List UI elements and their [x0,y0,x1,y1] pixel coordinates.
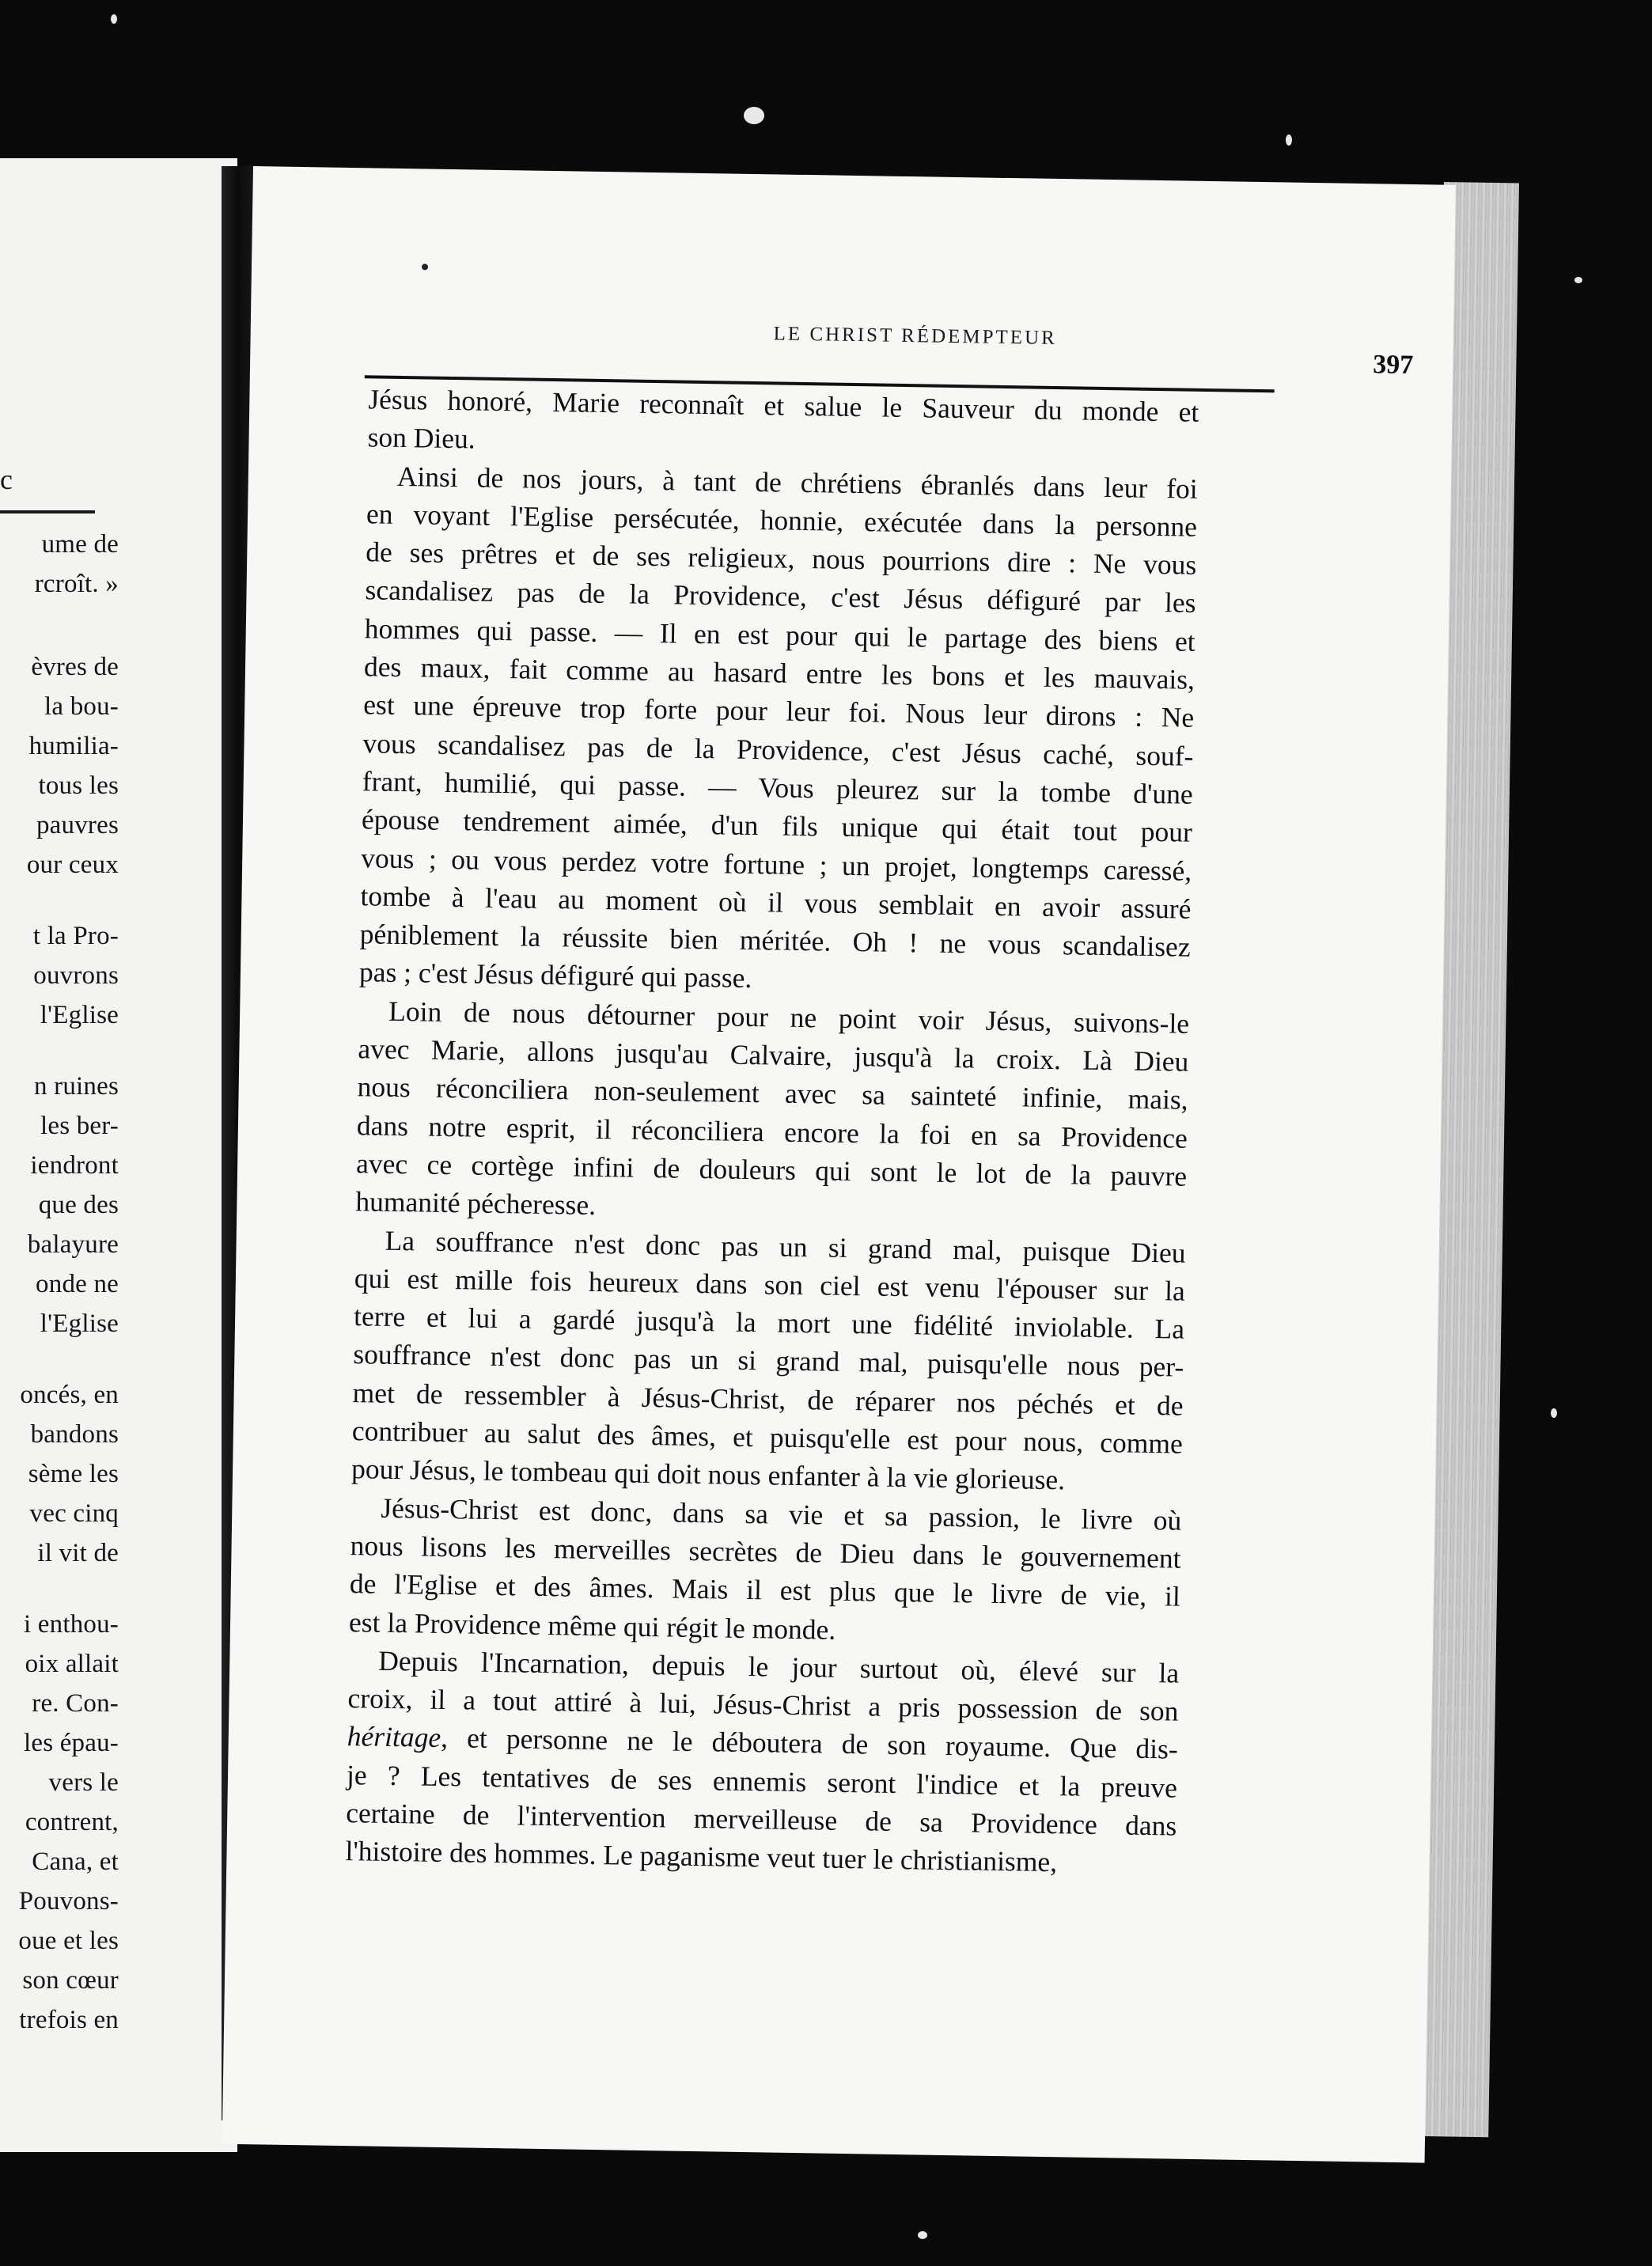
left-page-line: la bou- [44,692,119,721]
right-page [222,166,1456,2163]
text-line: vous scandalisez pas de la Providence, c'est Jésus caché, souf- [362,726,1194,772]
dust-speck [744,107,764,124]
running-head: LE CHRIST RÉDEMPTEUR [773,323,1057,349]
text-line: dans notre esprit, il réconciliera encore la foi en sa Providence [356,1108,1188,1154]
text-line: je ? Les tentatives de ses ennemis seront l'indice et la preuve [346,1758,1178,1804]
dust-speck [1551,1408,1557,1418]
paragraph [355,991,1189,1233]
ink-dot [422,263,428,270]
dust-speck [1286,135,1292,146]
left-page-rule [0,510,95,513]
left-page-line: contrent, [25,1808,119,1836]
text-line: héritage, et personne ne le déboutera de son royaume. Que dis- [347,1720,1179,1765]
paragraph [359,457,1198,1005]
text-line: terre et lui a gardé jusqu'à la mort une fidélité inviolable. La [353,1300,1185,1345]
paragraph [367,380,1199,469]
left-page-line: balayure [27,1230,119,1259]
page-number: 397 [1372,350,1414,381]
text-line: en voyant l'Eglise persécutée, honnie, exécutée dans la personne [366,498,1198,543]
left-page-line: vec cinq [29,1499,119,1528]
left-page-line: l'Eglise [40,1001,119,1029]
text-line: vous ; ou vous perdez votre fortune ; un projet, longtemps caressé, [360,841,1192,887]
text-line: nous réconciliera non-seulement avec sa sainteté infinie, mais, [357,1070,1188,1116]
paragraph [349,1488,1182,1654]
left-page-line: oix allait [25,1650,119,1678]
text-line: pour Jésus, le tombeau qui doit nous enfanter à la vie glorieuse. [350,1453,1066,1496]
text-line: avec ce cortège infini de douleurs qui sont le lot de la pauvre [355,1147,1188,1192]
text-line: La souffrance n'est donc pas un si grand mal, puisque Dieu [385,1224,1186,1269]
text-line: scandalisez pas de la Providence, c'est Jésus défiguré par les [365,574,1196,620]
text-line: hommes qui passe. — Il en est pour qui le partage des biens et [364,612,1196,657]
dust-speck [111,14,117,24]
text-line: souffrance n'est donc pas un si grand mal, puisqu'elle nous per- [353,1338,1184,1384]
left-page-line: vers le [48,1768,119,1797]
text-line: épouse tendrement aimée, d'un fils unique qui était tout pour [361,803,1193,849]
left-page-line: Pouvons- [18,1887,119,1915]
left-page-line: bandons [30,1420,119,1449]
paragraph [345,1641,1179,1883]
text-line: Depuis l'Incarnation, depuis le jour surtout où, élevé sur la [378,1644,1180,1689]
left-page-marker: c [0,464,13,495]
dust-speck [918,2231,927,2239]
left-page-line: iendront [30,1151,119,1180]
text-line: croix, il a tout attiré à lui, Jésus-Christ a pris possession de son [347,1682,1179,1727]
left-page-line: pauvres [36,811,119,839]
text-line: est une épreuve trop forte pour leur foi. Nous leur dirons : Ne [363,688,1195,734]
left-page-line: que des [38,1191,119,1219]
left-page-line: son cœur [22,1966,119,1995]
text-line: frant, humilié, qui passe. — Vous pleurez sur la tombe d'une [362,765,1193,810]
text-line: son Dieu. [367,421,476,455]
text-line: péniblement la réussite bien méritée. Oh ! ne vous scandalisez [359,918,1191,963]
text-line: de l'Eglise et des âmes. Mais il est plus que le livre de vie, il [349,1567,1181,1612]
left-page-line: t la Pro- [32,922,119,950]
left-page-line: oncés, en [20,1381,119,1409]
left-page-line: humilia- [28,732,119,760]
left-page-line: tous les [38,771,119,800]
left-page-line: les ber- [40,1112,119,1140]
left-page-line: les épau- [24,1729,119,1757]
left-page-line: our ceux [26,851,119,879]
left-page-line: onde ne [36,1270,119,1298]
left-page-line: trefois en [19,2006,119,2034]
left-page-line: sème les [28,1460,119,1488]
text-line: est la Providence même qui régit le monde. [348,1605,836,1646]
left-page-line: il vit de [37,1539,119,1567]
left-page-line: rcroît. » [34,570,119,598]
left-page-line: re. Con- [32,1689,119,1718]
text-line: met de ressembler à Jésus-Christ, de réparer nos péchés et de [352,1376,1184,1422]
text-line: avec Marie, allons jusqu'au Calvaire, jusqu'à la croix. Là Dieu [358,1033,1189,1078]
text-line: Jésus honoré, Marie reconnaît et salue le Sauveur du monde et [368,383,1199,428]
text-line: l'histoire des hommes. Le paganisme veut tuer le christianisme, [345,1835,1058,1878]
text-line: Ainsi de nos jours, à tant de chrétiens ébranlés dans leur foi [396,460,1199,505]
text-line: humanité pécheresse. [355,1185,597,1222]
text-line: contribuer au salut des âmes, et puisqu'elle est pour nous, comme [351,1415,1184,1460]
paragraph [351,1221,1186,1502]
text-line: nous lisons les merveilles secrètes de Dieu dans le gouvernement [350,1529,1181,1574]
text-line: certaine de l'intervention merveilleuse de sa Providence dans [346,1797,1177,1842]
left-page-line: l'Eglise [40,1309,119,1338]
left-page-line: ouvrons [33,961,119,990]
dust-speck [1574,277,1582,283]
text-line: Jésus-Christ est donc, dans sa vie et sa passion, le livre où [381,1491,1182,1537]
text-line: des maux, fait comme au hasard entre les bons et les mauvais, [363,650,1195,695]
text-line: tombe à l'eau au moment où il vous semblait en avoir assuré [360,880,1192,925]
text-line: de ses prêtres et de ses religieux, nous pourrions dire : Ne vous [366,536,1197,581]
left-page-line: ume de [41,530,119,559]
text-line: Loin de nous détourner pour ne point voir Jésus, suivons-le [388,995,1190,1040]
left-page-line: i enthou- [23,1610,119,1639]
text-line: pas ; c'est Jésus défiguré qui passe. [358,956,752,995]
left-page-line: Cana, et [32,1847,119,1876]
left-page-line: n ruines [34,1072,119,1101]
left-page-line: oue et les [18,1927,119,1955]
left-page-line: èvres de [31,653,119,681]
text-line: qui est mille fois heureux dans son ciel est venu l'épouser sur la [354,1262,1186,1307]
left-page [0,158,237,2152]
body-text [345,380,1199,1883]
